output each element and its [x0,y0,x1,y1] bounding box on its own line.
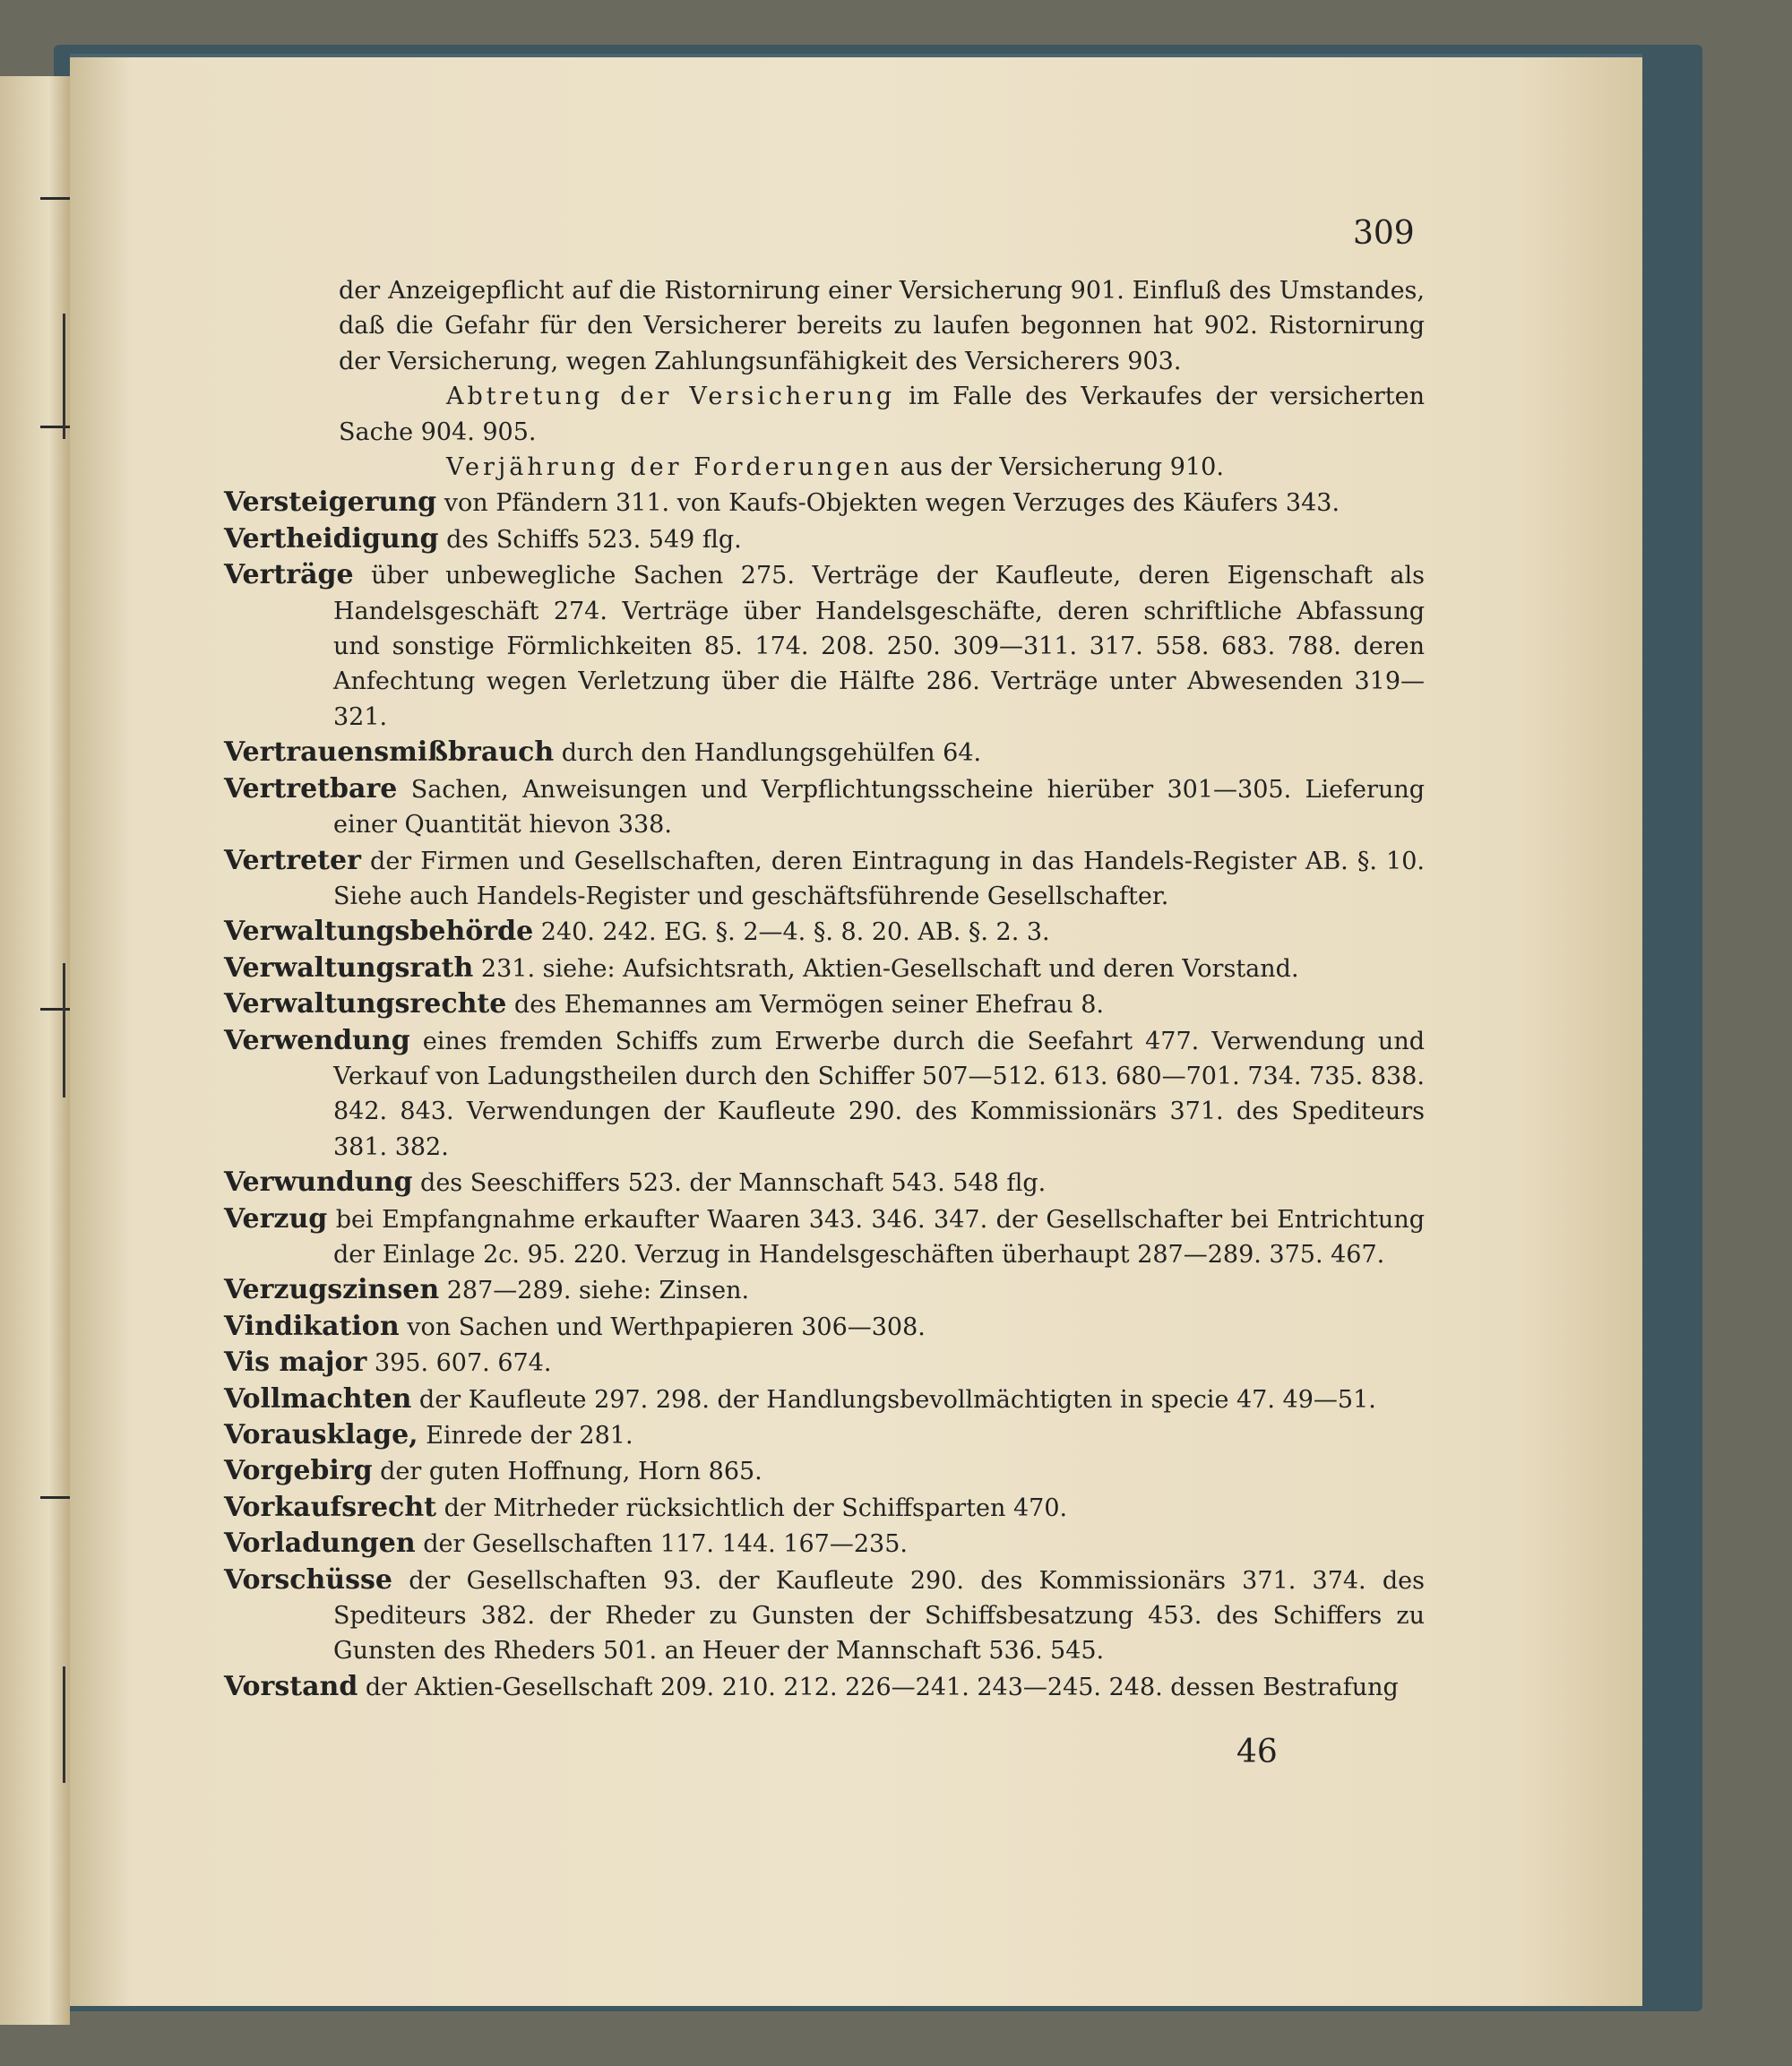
entry-head: Vorkaufsrecht [224,1491,436,1523]
sub-entry-verjaehrung [224,450,1425,485]
index-entry [224,485,1425,521]
sub-entry-body: aus der Versicherung 910. [892,453,1224,482]
index-entry [224,1272,1425,1308]
index-entry [224,1201,1425,1273]
entry-body: von Pfändern 311. von Kaufs-Objekten wegen Verzuges des Käufers 343. [436,489,1340,518]
entry-head: Verträge [224,559,354,591]
binding-thread [63,1666,65,1783]
entry-head: Vis major [224,1347,367,1379]
entry-body: des Seeschiffers 523. der Mannschaft 543. 548 flg. [412,1169,1047,1198]
index-entry [224,1309,1425,1345]
index-entry [224,1345,1425,1381]
entry-body: von Sachen und Werthpapieren 306—308. [399,1313,926,1341]
entry-head: Verzugszinsen [224,1274,440,1306]
signature-mark: 46 [1236,1734,1278,1770]
index-entry [224,1417,1425,1453]
entry-body: über unbewegliche Sachen 275. Verträge der Kaufleute, deren Eigenschaft als Handelsgeschäft 274. Verträge über Handelsgeschäfte, deren schriftliche Abfassung und sonstige Förmlichkeiten 85. 174. 208. 250. 309—311. 317. 558. 683. 788. deren Anfechtung wegen Verletzung über die Hälfte 286. Verträge unter Abwesenden 319—321. [333,562,1425,731]
entry-head: Vorgebirg [224,1455,373,1487]
sub-entry-head: Abtretung der Versicherung [446,383,896,411]
entry-head: Verzug [224,1202,328,1235]
entry-head: Verwaltungsrechte [224,988,507,1020]
entry-head: Verwaltungsbehörde [224,916,534,948]
index-entry [224,1562,1425,1669]
entry-body: der Aktien-Gesellschaft 209. 210. 212. 226—241. 243—245. 248. dessen Bestrafung [358,1673,1399,1701]
entry-head: Vertrauensmißbrauch [224,736,555,769]
sub-entry-abtretung [224,379,1425,450]
entry-body: der Mitrheder rücksichtlich der Schiffsparten 470. [436,1494,1068,1522]
index-entry [224,1490,1425,1526]
index-entry [224,1526,1425,1562]
entry-head: Vindikation [224,1310,400,1342]
entry-head: Verwundung [224,1166,413,1199]
page-number: 309 [1353,215,1415,252]
entry-body: der Kaufleute 297. 298. der Handlungsbevollmächtigten in specie 47. 49—51. [411,1385,1376,1414]
entry-head: Verwendung [224,1024,410,1056]
index-entry [224,735,1425,770]
index-entry [224,1165,1425,1201]
index-entry [224,914,1425,950]
index-entry [224,986,1425,1022]
entry-head: Verwaltungsrath [224,951,474,984]
entry-body: der guten Hoffnung, Horn 865. [372,1458,762,1486]
entry-head: Vorladungen [224,1528,416,1560]
entry-head: Vorschüsse [224,1563,392,1596]
entry-head: Vorausklage, [224,1419,418,1451]
index-entry [224,521,1425,557]
entry-body: der Gesellschaften 117. 144. 167—235. [415,1530,908,1559]
entry-body: des Ehemannes am Vermögen seiner Ehefrau 8. [506,991,1105,1020]
entry-body: 240. 242. EG. §. 2—4. §. 8. 20. AB. §. 2. 3. [533,918,1050,947]
index-entry [224,1382,1425,1417]
index-text [224,273,1425,1705]
index-entry [224,557,1425,735]
entry-body: Einrede der 281. [418,1422,633,1450]
left-page-edge [0,76,70,2025]
index-entry [224,843,1425,915]
index-entry [224,1023,1425,1166]
entry-head: Versteigerung [224,486,437,519]
sub-entry-body: im Falle des Verkaufes der versicherten Sache 904. 905. [339,383,1426,446]
index-entry [224,1669,1425,1705]
entry-body: durch den Handlungsgehülfen 64. [554,739,982,768]
entry-body: 231. siehe: Aufsichtsrath, Aktien-Gesellschaft und deren Vorstand. [473,954,1299,983]
entry-body: der Firmen und Gesellschaften, deren Eintragung in das Handels-Register AB. §. 10. Siehe auch Handels-Register und geschäftsführende Gesellschafter. [333,847,1425,910]
entry-head: Vertheidigung [224,522,439,555]
entry-head: Vollmachten [224,1382,412,1415]
entry-head: Vorstand [224,1670,358,1702]
entry-body: 287—289. siehe: Zinsen. [439,1277,750,1305]
binding-thread [63,963,65,1098]
index-entry [224,771,1425,843]
entry-body: bei Empfangnahme erkaufter Waaren 343. 346. 347. der Gesellschafter bei Entrichtung der Einlage 2c. 95. 220. Verzug in Handelsgeschäften überhaupt 287—289. 375. 467. [327,1205,1425,1269]
entry-body: Sachen, Anweisungen und Verpflichtungsscheine hierüber 301—305. Lieferung einer Quantität hievon 338. [333,775,1425,839]
entry-head: Vertretbare [224,772,398,805]
index-entry [224,951,1425,986]
entry-body: des Schiffs 523. 549 flg. [438,525,742,554]
continuation-paragraph: der Anzeigepflicht auf die Ristornirung einer Versicherung 901. Einfluß des Umstandes, daß die Gefahr für den Versicherer bereits zu laufen begonnen hat 902. Ristornirung der Versicherung, wegen Zahlungsunfähigkeit des Versicherers 903. [339,277,1425,375]
entry-body: der Gesellschaften 93. der Kaufleute 290. des Kommissionärs 371. 374. des Spediteurs 382. der Rheder zu Gunsten der Schiffsbesatzung 453. des Schiffers zu Gunsten des Rheders 501. an Heuer der Mannschaft 536. 545. [333,1566,1425,1666]
entry-body: eines fremden Schiffs zum Erwerbe durch die Seefahrt 477. Verwendung und Verkauf von Ladungstheilen durch den Schiffer 507—512. 613. 680—701. 734. 735. 838. 842. 843. Verwendungen der Kaufleute 290. des Kommissionärs 371. des Spediteurs 381. 382. [333,1027,1425,1161]
entry-head: Vertreter [224,844,361,876]
entry-body: 395. 607. 674. [366,1349,552,1378]
index-entry [224,1453,1425,1489]
sub-entry-head: Verjährung der Forderungen [446,453,893,482]
binding-thread [63,314,65,439]
